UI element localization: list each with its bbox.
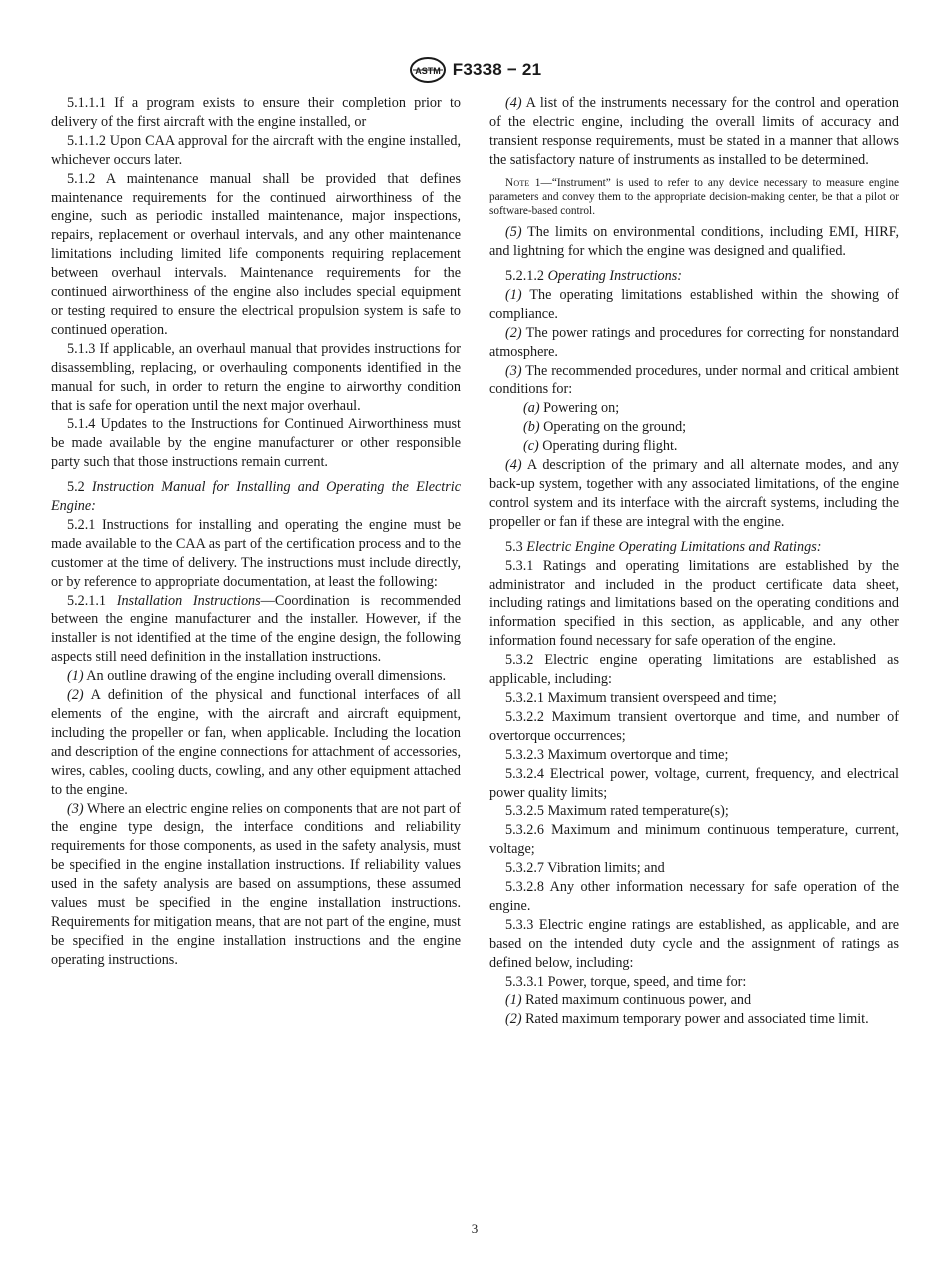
paragraph: 5.3.2.6 Maximum and minimum continuous temperature, current, voltage; [489, 822, 899, 858]
paragraph: 5.3.2.5 Maximum rated temperature(s); [505, 803, 729, 820]
svg-text:ASTM: ASTM [415, 66, 441, 76]
paragraph: 5.3.2.4 Electrical power, voltage, current, frequency, and electrical power quality limits; [489, 765, 899, 801]
paragraph: 5.3.2.7 Vibration limits; and [505, 860, 665, 877]
paragraph: 5.3.3.1 Power, torque, speed, and time for: [505, 973, 747, 990]
paragraph: 5.3.2.8 Any other information necessary for safe operation of the engine. [489, 879, 899, 914]
list-item: (4) A description of the primary and all alternate modes, and any back-up system, together with any associated limitations, of the engine control system and its interface with the aircraft systems, including the propeller or fan if these are integral with the engine. [489, 457, 899, 530]
paragraph: 5.1.4 Updates to the Instructions for Continued Airworthiness must be made available by the engine manufacturer or other responsible party such that those instructions remain current. [51, 416, 461, 471]
paragraph: 5.3.2.1 Maximum transient overspeed and time; [505, 689, 777, 706]
page-number: 3 [471, 1221, 479, 1236]
list-item: (2) Rated maximum temporary power and associated time limit. [505, 1011, 869, 1028]
paragraph: 5.3.1 Ratings and operating limitations are established by the administrator and included in the product certificate data sheet, including ratings and limitations based on the operating conditions and information specified in this section, as applicable, and any other information found necessary for safe operation of the engine. [489, 557, 899, 650]
section-heading: 5.2.1.2 Operating Instructions: [505, 268, 682, 285]
list-item: (3) Where an electric engine relies on components that are not part of the engine type design, the interface conditions and reliability requirements for those components, as used in the safety analysis, must be specified in the engine installation instructions. If reliability values used in the safety analysis are based on assumptions, these assumed values must be specified in the engine installation instructions. Requirements for mitigation means, that are not part of the engine, must be specified in the engine installation instructions and the engine operating instructions. [51, 800, 461, 968]
section-heading: 5.3 Electric Engine Operating Limitations and Ratings: [505, 538, 822, 555]
paragraph: 5.1.1.1 If a program exists to ensure their completion prior to delivery of the first aircraft with the engine installed, or [51, 95, 461, 130]
list-item: (1) Rated maximum continuous power, and [505, 992, 752, 1009]
paragraph: 5.1.3 If applicable, an overhaul manual that provides instructions for disassembling, replacing, or overhauling components identified in the manual for such, in order to return the engine to airworthy condition that is safe for operation until the next major overhaul. [51, 340, 461, 414]
right-column [489, 94, 899, 1029]
paragraph: 5.2.1 Instructions for installing and operating the engine must be made available to the CAA as part of the certification process and to the customer at the time of delivery. The instructions must include directly, or by reference to appropriate documentation, at least the following: [51, 516, 461, 590]
list-item: (3) The recommended procedures, under normal and critical ambient conditions for: [489, 362, 899, 398]
list-item: (5) The limits on environmental conditions, including EMI, HIRF, and lightning for which the engine was designed and qualified. [489, 224, 899, 260]
list-item: (2) The power ratings and procedures for correcting for nonstandard atmosphere. [489, 324, 899, 360]
astm-logo-icon [409, 56, 447, 84]
paragraph: 5.3.2.2 Maximum transient overtorque and time, and number of overtorque occurrences; [489, 708, 899, 744]
paragraph: 5.1.1.2 Upon CAA approval for the aircraft with the engine installed, whichever occurs later. [51, 132, 461, 168]
paragraph: 5.3.2.3 Maximum overtorque and time; [505, 746, 729, 763]
list-item: (4) A list of the instruments necessary for the control and operation of the electric engine, including the overall limits of accuracy and transient response requirements, must be stated in a manner that allows the satisfactory nature of instruments as installed to be determined. [489, 95, 899, 168]
list-item: (1) The operating limitations established within the showing of compliance. [489, 286, 899, 322]
page-header [0, 56, 950, 84]
sub-list-item: (c) Operating during flight. [523, 438, 678, 455]
paragraph: 5.2.1.1 Installation Instructions—Coordination is recommended between the engine manufacturer and the installer. However, if the installer is not identified at the time of the engine design, the following aspects still need definition in the installation instructions. [51, 592, 461, 666]
list-item: (1) An outline drawing of the engine including overall dimensions. [67, 668, 447, 685]
standard-designation: F3338 − 21 [452, 60, 542, 79]
paragraph: 5.1.2 A maintenance manual shall be provided that defines maintenance requirements for the continued airworthiness of the engine, such as periodic installed maintenance, major inspections, repairs, replacement or overhaul intervals, and any other maintenance limitations including limited life components requiring replacement between overhaul intervals. Maintenance requirements for the continued airworthiness of the engine also includes special equipment or testing required to ensure the electrical propulsion system is safe to continued operation. [51, 170, 461, 338]
paragraph: 5.3.2 Electric engine operating limitations are established as applicable, including: [489, 652, 899, 688]
left-column [51, 94, 461, 970]
list-item: (2) A definition of the physical and functional interfaces of all elements of the engine, with the aircraft and aircraft equipment, including the propeller or fan, when applicable. Including the location and description of the engine connections for attachment of accessories, wires, cables, cooling ducts, cowling, and any other equipment attached to the engine. [51, 687, 461, 798]
sub-list-item: (b) Operating on the ground; [523, 419, 687, 436]
note: Note 1—“Instrument” is used to refer to any device necessary to measure engine parameters and convey them to the appropriate decision-making center, be that a pilot or software-based control. [489, 176, 899, 218]
section-heading: 5.2 Instruction Manual for Installing and Operating the Electric Engine: [51, 479, 462, 515]
paragraph: 5.3.3 Electric engine ratings are established, as applicable, and are based on the intended duty cycle and the assignment of ratings as defined below, including: [489, 916, 899, 971]
sub-list-item: (a) Powering on; [523, 400, 620, 417]
